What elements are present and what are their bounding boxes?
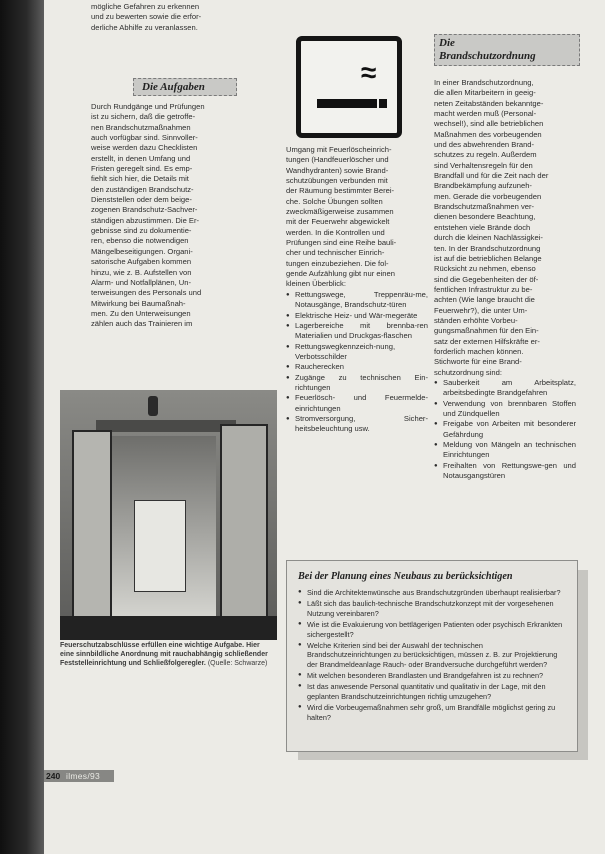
- text-line: terweisungen des Personals und: [91, 288, 202, 298]
- list-item: ● Mit welchen besonderen Brandlasten und Brandgefahren ist zu rechnen?: [298, 671, 568, 681]
- text-line: Umgang mit Feuerlöscheinrich-: [286, 145, 392, 154]
- fire-door-photo: [60, 390, 277, 640]
- list-item: ● Feuerlösch- und Feuermelde-einrichtungen: [286, 393, 428, 414]
- text-line: macht werden muß (Personal-: [434, 109, 537, 119]
- infobox-list: [298, 588, 568, 724]
- text-line: fiehlt sich hier, die Details mit: [91, 174, 189, 184]
- text-line: satz der externen Hilfskräfte er-: [434, 336, 540, 346]
- photo-door-right: [220, 424, 268, 638]
- text-line: tungen (Handfeuerlöscher und: [286, 155, 389, 165]
- text-line: Dienststellen oder dem beige-: [91, 195, 192, 205]
- list-item: ● Sauberkeit am Arbeitsplatz, arbeitsbedingte Brandgefahren: [434, 378, 576, 399]
- column-2: [286, 145, 428, 435]
- column-1-body: [91, 102, 266, 330]
- photo-floor: [60, 616, 277, 640]
- text-line: sind die Gegebenheiten der öf-: [434, 274, 539, 284]
- text-line: ren, ebenso die notwendigen: [91, 236, 189, 246]
- no-smoking-sign: [296, 36, 402, 138]
- text-line: hinzu, wie z. B. Aufstellen von: [91, 267, 192, 277]
- photo-lamp: [148, 396, 158, 416]
- text-line: ten. In der Brandschutzordnung: [434, 243, 541, 253]
- text-line: satorische Aufgaben kommen: [91, 257, 192, 267]
- photo-ceiling: [96, 420, 236, 432]
- text-line: zählen auch das Trainieren im: [91, 319, 193, 329]
- text-line: den zuständigen Brandschutz-: [91, 184, 194, 194]
- text-line: sind Verhaltensregeln für den: [434, 160, 533, 170]
- heading-line-1: Die: [439, 37, 455, 49]
- column-1: [91, 2, 266, 33]
- text-line: durch die kleinen Nachlässigkei-: [434, 233, 543, 243]
- photo-equipment: [134, 500, 186, 592]
- text-line: ist auf die betrieblichen Belange: [434, 253, 542, 263]
- text-line: schutzübungen verbunden mit: [286, 176, 388, 186]
- text-line: Brandfall und für die Zeit nach der: [434, 171, 549, 181]
- text-line: forderlich machen können.: [434, 346, 524, 356]
- heading-brandschutzordnung: [434, 34, 580, 66]
- text-line: Stichworte für eine Brand-: [434, 357, 522, 367]
- list-item: ● Rettungswege, Treppenräu-me, Notausgänge, Brandschutz-türen: [286, 290, 428, 311]
- text-line: auch vorfügbar sind. Sinnvoller-: [91, 133, 198, 143]
- text-line: mögliche Gefahren zu erkennen: [91, 2, 200, 11]
- text-line: Durch Rundgänge und Prüfungen: [91, 102, 205, 111]
- caption-text: Feuerschutzabschlüsse erfüllen eine wichtige Aufgabe. Hier eine sinnbildliche Anordnung mit rauchabhängig schließender Feststelleinrichtung und Schließfolgeregler.: [60, 642, 268, 668]
- list-item: ● Rettungswegkennzeich-nung, Verbotsschilder: [286, 342, 428, 363]
- smoke-icon: ≈: [361, 57, 377, 88]
- text-line: zogenen Brandschutz-Sachver-: [91, 205, 198, 215]
- magazine-name: ilmes/93: [66, 771, 101, 781]
- cigarette-icon: [317, 99, 377, 108]
- page-number: 240: [46, 771, 61, 781]
- text-line: gende Aufzählung gibt nur einen: [286, 269, 395, 279]
- text-line: weise werden dazu Checklisten: [91, 143, 198, 153]
- text-line: Mängelbeseitigungen. Organi-: [91, 246, 193, 256]
- list-item: ● Freigabe von Arbeiten mit besonderer Gefährdung: [434, 419, 576, 440]
- text-line: werden. In die Kontrollen und: [286, 227, 385, 237]
- text-line: men. Gerade die vorbeugenden: [434, 191, 542, 201]
- text-line: Rücksicht zu nehmen, ebenso: [434, 264, 536, 274]
- text-line: mit der Feuerwehr abgewickelt: [286, 217, 390, 227]
- text-line: gungsmaßnahmen für den Ein-: [434, 326, 539, 336]
- list-item: ● Ist das anwesende Personal quantitativ und qualitativ in der Lage, mit den geplanten Brandschutzeinrichtungen richtig umzugehen?: [298, 682, 568, 702]
- text-line: und zu bewerten sowie die erfor-: [91, 12, 202, 22]
- text-line: fentlichen Infrastruktur zu be-: [434, 284, 533, 294]
- text-line: tungen einzubeziehen. Die fol-: [286, 258, 389, 268]
- text-line: schutzordnung sind:: [434, 367, 502, 377]
- text-line: ständigen abzustimmen. Die Er-: [91, 215, 200, 225]
- list-item: ● Lagerbereiche mit brennba-ren Materialien und Druckgas-flaschen: [286, 321, 428, 342]
- text-line: Feuerwehr?), die unter Um-: [434, 305, 528, 315]
- text-line: und des abwehrenden Brand-: [434, 140, 535, 150]
- text-line: kleinen Überblick:: [286, 279, 346, 289]
- list-item: ● Elektrische Heiz- und Wär-megeräte: [286, 311, 428, 321]
- text-line: cher und technischer Einrich-: [286, 248, 385, 258]
- text-line: Prüfungen sind eine Reihe bauli-: [286, 238, 397, 248]
- text-line: ist zu sichern, daß die getroffe-: [91, 112, 196, 122]
- text-line: men. Zu den Unterweisungen: [91, 308, 191, 318]
- photo-door-left: [72, 430, 112, 634]
- text-line: neten Zeitabständen bekanntge-: [434, 98, 544, 108]
- column-3: [434, 78, 576, 481]
- list-item: ● Zugänge zu technischen Ein-richtungen: [286, 373, 428, 394]
- text-line: gebnisse sind zu dokumentie-: [91, 226, 192, 236]
- text-line: nen Brandschutzmaßnahmen: [91, 122, 191, 132]
- text-line: Maßnahmen des vorbeugenden: [434, 129, 542, 139]
- text-line: entstehen viele Brände doch: [434, 222, 531, 232]
- text-line: Wandhydranten) sowie Brand-: [286, 165, 389, 175]
- text-line: die allen Mitarbeitern in geeig-: [434, 88, 536, 98]
- photo-caption: [60, 641, 270, 669]
- planning-infobox: [286, 560, 578, 752]
- text-line: der Räumung bestimmter Berei-: [286, 186, 395, 196]
- infobox-title: Bei der Planung eines Neubaus zu berücksichtigen: [298, 571, 513, 582]
- list-item: ● Wie ist die Evakuierung von bettlägerigen Patienten oder psychisch Erkrankten sichergestellt?: [298, 620, 568, 640]
- text-line: che. Solche Übungen sollten: [286, 196, 383, 206]
- text-line: Brandbekämpfung aufzuneh-: [434, 181, 532, 191]
- heading-aufgaben: Die Aufgaben: [133, 78, 237, 96]
- text-line: Fristen geregelt sind. Es emp-: [91, 164, 193, 174]
- list-item: ● Stromversorgung, Sicher-heitsbeleuchtung usw.: [286, 414, 428, 435]
- heading-line-2: Brandschutzordnung: [439, 50, 536, 62]
- book-binding: [0, 0, 44, 854]
- cigarette-tip-icon: [377, 99, 387, 108]
- text-line: achten (Wie lange braucht die: [434, 295, 535, 305]
- text-line: wechsel!), sind alle betrieblichen: [434, 119, 544, 129]
- list-item: ● Verwendung von brennbaren Stoffen und Zündquellen: [434, 399, 576, 420]
- list-item: ● Meldung von Mängeln an technischen Einrichtungen: [434, 440, 576, 461]
- text-line: zweckmäßigerweise zusammen: [286, 207, 394, 217]
- list-item: ● Welche Kriterien sind bei der Auswahl der technischen Brandschutzeinrichtungen zu berücksichtigen, müssen z. B. zur Projektierung der Brandmeldeanlage Rauch- oder Brandversuche durchgeführt werden?: [298, 641, 568, 671]
- text-line: derliche Abhilfe zu veranlassen.: [91, 22, 198, 32]
- text-line: Brandschutzmaßnahmen ver-: [434, 202, 535, 212]
- list-item: ● Freihalten von Rettungswe-gen und Notausgangstüren: [434, 461, 576, 482]
- text-line: Alarm- und Notfallplänen, Un-: [91, 277, 192, 287]
- text-line: schutzes zu regeln. Außerdem: [434, 150, 537, 160]
- list-item: ● Raucherecken: [286, 362, 428, 372]
- text-line: Mitwirkung bei Baumaßnah-: [91, 298, 186, 308]
- caption-credit: (Quelle: Schwarze): [207, 660, 268, 668]
- list-item: ● Sind die Architektenwünsche aus Brandschutzgründen überhaupt realisierbar?: [298, 588, 568, 598]
- list-item: ● Wird die Vorbeugemaßnahmen sehr groß, um Brandfälle möglichst gering zu halten?: [298, 703, 568, 723]
- text-line: erstellt, in denen Umfang und: [91, 153, 191, 163]
- checklist: [286, 290, 428, 435]
- text-line: ständen erhöhte Vorbeu-: [434, 315, 518, 325]
- checklist: [434, 378, 576, 481]
- text-line: In einer Brandschutzordnung,: [434, 78, 534, 87]
- text-line: dienen besondere Beachtung,: [434, 212, 536, 222]
- list-item: ● Läßt sich das baulich-technische Brandschutzkonzept mit der vorgesehenen Nutzung vereinbaren?: [298, 599, 568, 619]
